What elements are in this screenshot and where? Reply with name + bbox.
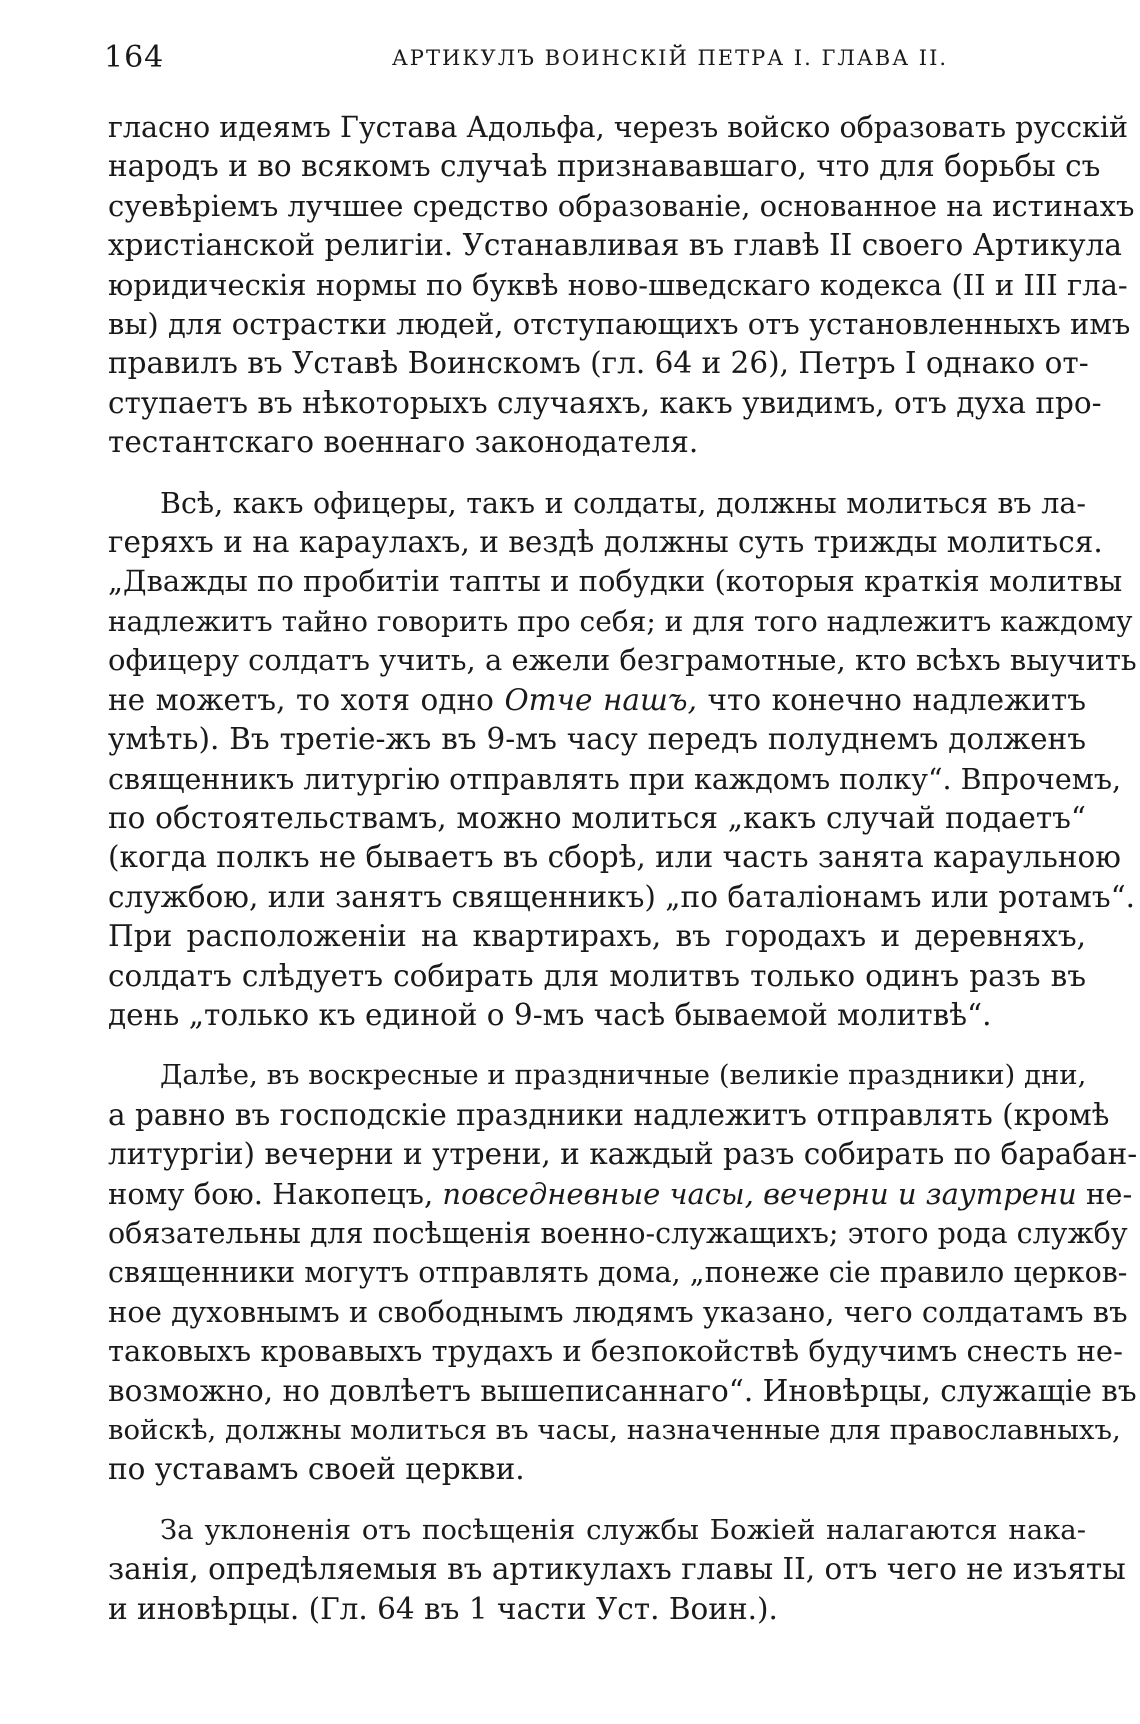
text-line: по обстоятельствамъ, можно молиться „какъ случай подаетъ“ xyxy=(108,800,1086,835)
text-line: ное духовнымъ и свободнымъ людямъ указано, чего солдатамъ въ xyxy=(108,1294,1128,1329)
text-line: возможно, но довлѣетъ вышеписаннаго“. Иновѣрцы, служащіе въ xyxy=(108,1373,1137,1408)
paragraph-1 xyxy=(108,108,1135,463)
text-line: солдатъ слѣдуетъ собирать для молитвъ только одинъ разъ въ xyxy=(108,958,1086,993)
text-line: гласно идеямъ Густава Адольфа, черезъ войско образовать русскій xyxy=(108,111,1128,144)
text-line: офицеру солдатъ учить, а ежели безграмотные, кто всѣхъ выучить xyxy=(108,643,1137,678)
text-line: При расположеніи на квартирахъ, въ городахъ и деревняхъ, xyxy=(108,919,1086,954)
text-line-with-italic xyxy=(108,681,1086,720)
running-title: АРТИКУЛЪ ВОИНСКІЙ ПЕТРА I. ГЛАВА II. xyxy=(391,46,949,70)
text-segment: что конечно надлежитъ xyxy=(707,682,1086,717)
text-line: Всѣ, какъ офицеры, такъ и солдаты, должны молиться въ ла- xyxy=(160,486,1086,520)
text-line: За уклоненія отъ посѣщенія службы Божіей налагаются нака- xyxy=(160,1513,1086,1546)
text-line: „Дважды по пробитіи тапты и побудки (которыя краткія молитвы xyxy=(108,564,1123,599)
text-line: занія, опредѣляемыя въ артикулахъ главы II, отъ чего не изъяты xyxy=(108,1552,1126,1587)
text-line: надлежитъ тайно говорить про себя; и для того надлежитъ каждому xyxy=(108,604,1133,638)
paragraph-4 xyxy=(108,1511,1126,1629)
text-line: ступаетъ въ нѣкоторыхъ случаяхъ, какъ увидимъ, отъ духа про- xyxy=(108,385,1102,420)
running-head xyxy=(104,40,1086,80)
italic-phrase: Отче нашъ, xyxy=(504,682,697,717)
text-line: таковыхъ кровавыхъ трудахъ и безпокойствѣ будучимъ снесть не- xyxy=(108,1334,1123,1369)
text-line: народъ и во всякомъ случаѣ признававшаго, что для борьбы съ xyxy=(108,149,1101,184)
text-line: войскѣ, должны молиться въ часы, назначенные для православныхъ, xyxy=(108,1414,1121,1446)
text-line: по уставамъ своей церкви. xyxy=(108,1452,525,1487)
text-line: умѣть). Въ третіе-жъ въ 9-мъ часу передъ полуднемъ долженъ xyxy=(108,722,1086,757)
page-number: 164 xyxy=(104,40,165,75)
paragraph-3 xyxy=(108,1056,1138,1489)
body-text xyxy=(108,108,1138,1650)
text-segment: не можетъ, то хотя одно xyxy=(108,682,494,717)
text-line: юридическія нормы по буквѣ ново-шведскаго кодекса (II и III гла- xyxy=(108,267,1128,302)
text-line: и иновѣрцы. (Гл. 64 въ 1 части Уст. Воин.). xyxy=(108,1591,778,1626)
text-line-with-italic xyxy=(108,1175,1133,1214)
text-line: (когда полкъ не бываетъ въ сборѣ, или часть занята караульною xyxy=(108,840,1121,875)
text-line: священникъ литургію отправлять при каждомъ полку“. Впрочемъ, xyxy=(108,762,1122,796)
text-line: Далѣе, въ воскресные и праздничные (великіе праздники) дни, xyxy=(160,1059,1087,1092)
text-line: день „только къ единой о 9-мъ часѣ бываемой молитвѣ“. xyxy=(108,997,992,1032)
text-line: литургіи) вечерни и утрени, и каждый разъ собирать по барабан- xyxy=(108,1137,1138,1172)
text-line: вы) для острастки людей, отступающихъ отъ установленныхъ имъ xyxy=(108,307,1131,342)
text-line: геряхъ и на караулахъ, и вездѣ должны суть трижды молиться. xyxy=(108,525,1103,560)
text-segment: ному бою. Накопецъ, xyxy=(108,1176,434,1211)
paragraph-2 xyxy=(108,484,1137,1036)
text-line: а равно въ господскіе праздники надлежитъ отправлять (кромѣ xyxy=(108,1097,1110,1132)
text-line: правилъ въ Уставѣ Воинскомъ (гл. 64 и 26), Петръ I однако от- xyxy=(108,346,1089,381)
text-segment: не- xyxy=(1085,1176,1133,1211)
italic-phrase: повседневные часы, вечерни и заутрени xyxy=(442,1176,1077,1211)
text-line: службою, или занятъ священникъ) „по баталіонамъ или ротамъ“. xyxy=(108,879,1136,914)
text-line: суевѣріемъ лучшее средство образованіе, основанное на истинахъ xyxy=(108,188,1135,223)
text-line: тестантскаго военнаго законодателя. xyxy=(108,425,699,460)
text-line: священники могутъ отправлять дома, „понеже сіе правило церков- xyxy=(108,1256,1128,1290)
text-line: обязательны для посѣщенія военно-служащихъ; этого рода службу xyxy=(108,1216,1128,1250)
text-line: христіанской религіи. Устанавливая въ главѣ II своего Артикула xyxy=(108,228,1122,263)
